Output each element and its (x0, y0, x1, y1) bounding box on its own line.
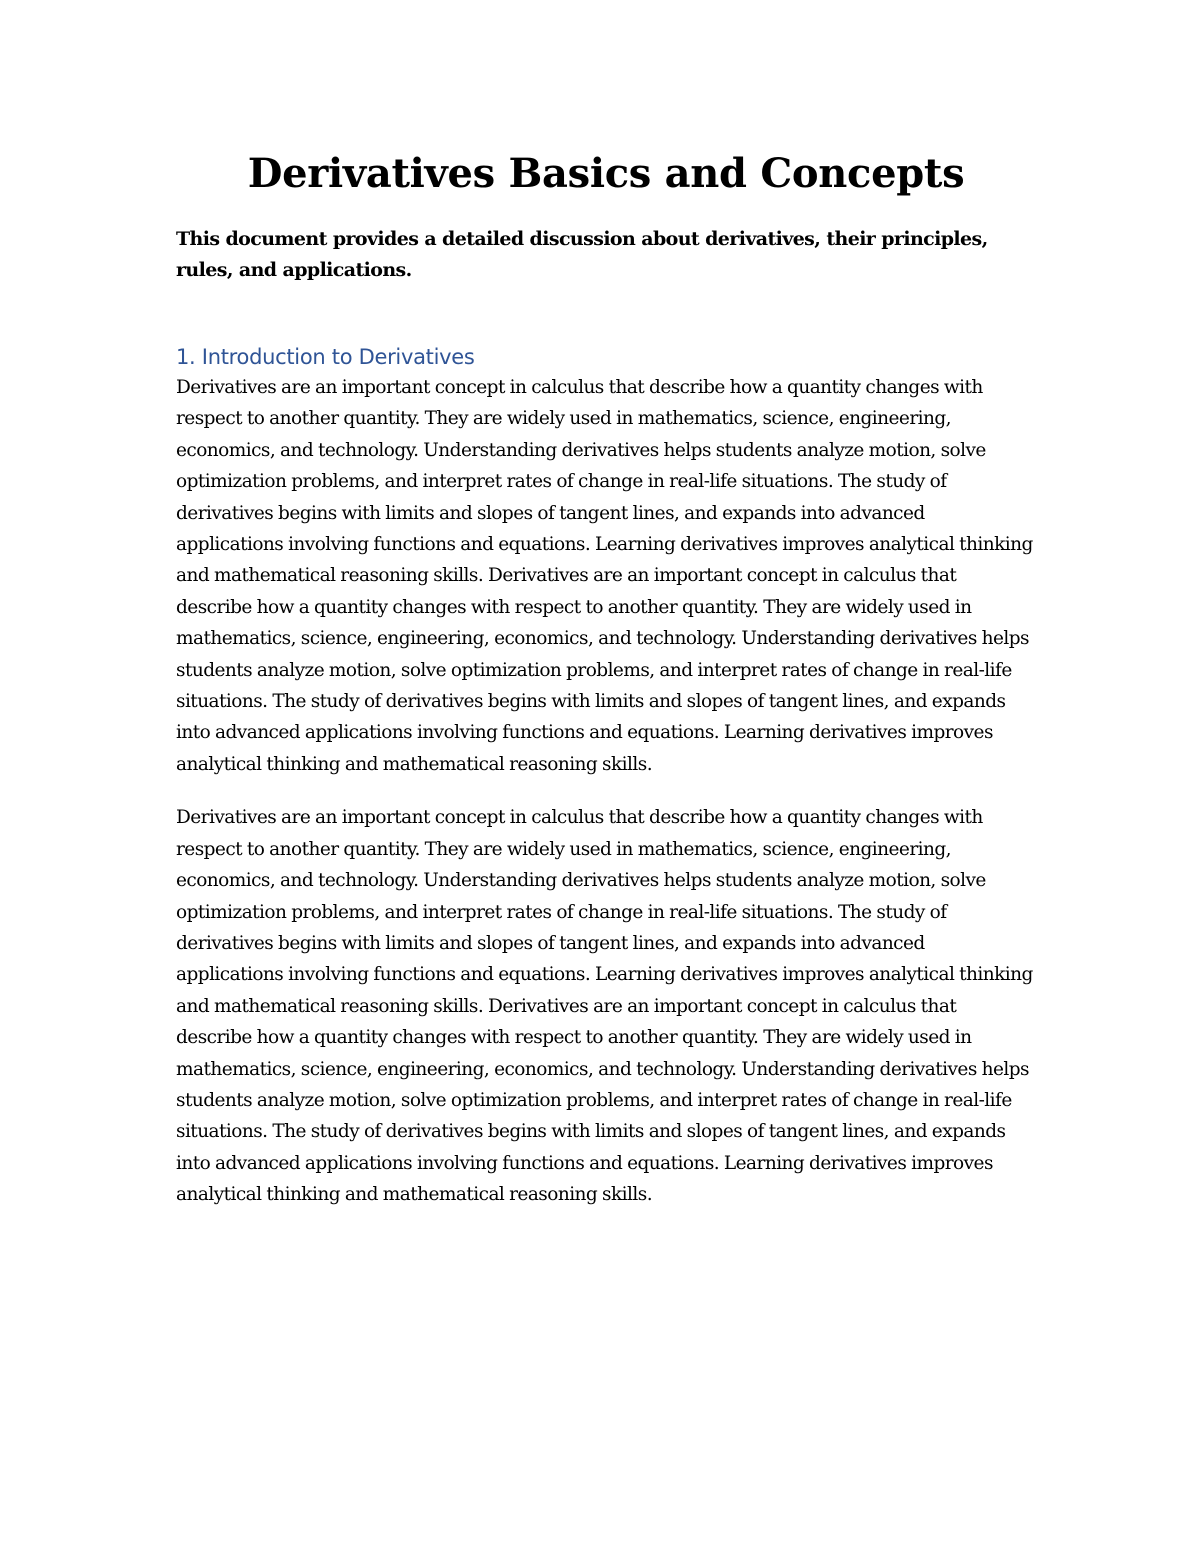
body-paragraph: Derivatives are an important concept in calculus that describe how a quantity changes with respect to another quantity. They are widely used in mathematics, science, engineering, economics, and technology. Understanding derivatives helps students analyze motion, solve optimization problems, and interpret rates of change in real-life situations. The study of derivatives begins with limits and slopes of tangent lines, and expands into advanced applications involving functions and equations. Learning derivatives improves analytical thinking and mathematical reasoning skills. Derivatives are an important concept in calculus that describe how a quantity changes with respect to another quantity. They are widely used in mathematics, science, engineering, economics, and technology. Understanding derivatives helps students analyze motion, solve optimization problems, and interpret rates of change in real-life situations. The study of derivatives begins with limits and slopes of tangent lines, and expands into advanced applications involving functions and equations. Learning derivatives improves analytical thinking and mathematical reasoning skills. (176, 807, 1033, 1206)
document-subtitle: This document provides a detailed discussion about derivatives, their principles, rules, and applications. (176, 228, 988, 281)
section-heading: 1. Introduction to Derivatives (176, 345, 475, 369)
document-body (176, 148, 1036, 1211)
document-title: Derivatives Basics and Concepts (247, 150, 965, 197)
body-paragraph: Derivatives are an important concept in calculus that describe how a quantity changes with respect to another quantity. They are widely used in mathematics, science, engineering, economics, and technology. Understanding derivatives helps students analyze motion, solve optimization problems, and interpret rates of change in real-life situations. The study of derivatives begins with limits and slopes of tangent lines, and expands into advanced applications involving functions and equations. Learning derivatives improves analytical thinking and mathematical reasoning skills. Derivatives are an important concept in calculus that describe how a quantity changes with respect to another quantity. They are widely used in mathematics, science, engineering, economics, and technology. Understanding derivatives helps students analyze motion, solve optimization problems, and interpret rates of change in real-life situations. The study of derivatives begins with limits and slopes of tangent lines, and expands into advanced applications involving functions and equations. Learning derivatives improves analytical thinking and mathematical reasoning skills. (176, 377, 1033, 775)
section-introduction (176, 342, 1036, 1211)
